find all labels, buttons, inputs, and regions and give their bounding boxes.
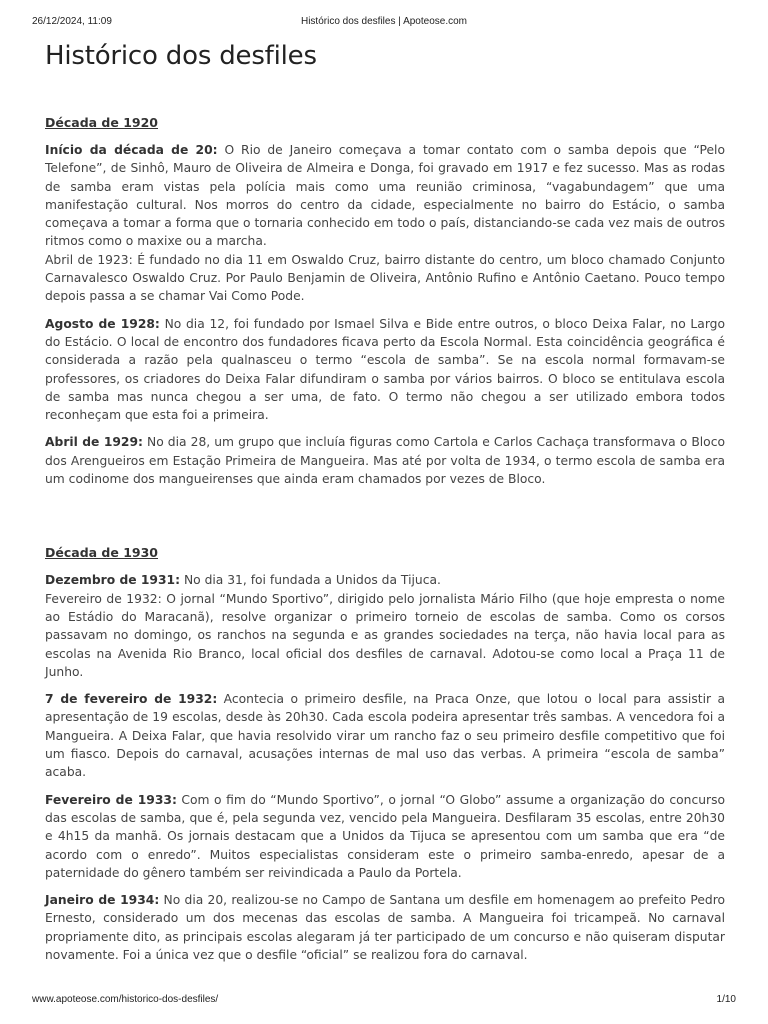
entry-label: Abril de 1929: [45,435,143,450]
entry-text: No dia 12, foi fundado por Ismael Silva e Bide entre outros, o bloco Deixa Falar, no Largo do Estácio. O local de encontro dos fundadores ficava perto da Escola Normal. Esta coincidência geográfica é considerada a razão pela qualnasceu o termo “escola de samba”. Se na escola normal formavam-se professores, os criadores do Deixa Falar difundiram o samba por vários bairros. O bloco se entitulava escola de samba mas nunca chegou a ser uma, de fato. O termo não chegou a ser utilizado embora todos reconheçam que esta foi a primeira. [45,316,725,423]
entry-label: Dezembro de 1931: [45,573,181,588]
entry-label: Início da década de 20: [45,143,218,157]
entry-text: O Rio de Janeiro começava a tomar contato com o samba depois que “Pelo Telefone”, de Sinhô, Mauro de Oliveira de Almeira e Donga, foi gravado em 1917 e fez sucesso. Mas as rodas de samba eram vistas pela polícia mais como uma reunião criminosa, “vagabundagem” que uma manifestação cultural. Nos morros do centro da cidade, especialmente no bairro do Estácio, o samba começava a tomar a forma que o tornaria conhecido em todo o país, distanciando-se cada vez mais de outros ritmos como o maxixe ou a marcha. [45,143,725,249]
decade-heading-1930: Década de 1930 [45,545,159,561]
decade-heading-1920: Década de 1920 [45,115,159,130]
paragraph-1920-intro [45,141,725,251]
paragraph-1931 [45,571,725,589]
print-header [32,16,736,30]
print-footer [32,994,736,1008]
print-date: 26/12/2024, 11:09 [32,16,112,27]
page-title: Histórico dos desfiles [45,41,317,71]
paragraph-1934 [45,891,725,964]
entry-text: No dia 31, foi fundada a Unidos da Tijuca. [180,573,441,588]
entry-text: No dia 20, realizou-se no Campo de Santana um desfile em homenagem ao prefeito Pedro Ernesto, considerado um dos mecenas das escolas de samba. A Mangueira foi tricampeã. No carnaval propriamente dito, as principais escolas alegaram já ter participado de um concurso e não quiseram disputar novamente. Foi a única vez que o desfile “oficial” se realizou fora do carnaval. [45,893,725,962]
article [45,36,725,964]
entry-text: Acontecia o primeiro desfile, na Praca Onze, que lotou o local para assistir a apresentação de 19 escolas, desde às 20h30. Cada escola podeira apresentar três sambas. A vencedora foi a Mangueira. A Deixa Falar, que havia resolvido virar um rancho faz o seu primeiro desfile competitivo que foi um fiasco. Depois do carnaval, acusações internas de mal uso das verbas. A primeira “escola de samba” acaba. [45,692,725,780]
print-page-title: Histórico dos desfiles | Apoteose.com [300,16,467,27]
entry-text: No dia 28, um grupo que incluía figuras como Cartola e Carlos Cachaça transformava o Bloco dos Arengueiros em Estação Primeira de Mangueira. Mas até por volta de 1934, o termo escola de samba era um codinome dos mangueirenses que ainda eram chamados por vezes de Bloco. [45,435,725,487]
entry-text: Com o fim do “Mundo Sportivo”, o jornal “O Globo” assume a organização do concurso das escolas de samba, que é, pela segunda vez, vencido pela Mangueira. Desfilaram 35 escolas, entre 20h30 e 4h15 da manhã. Os jornais destacam que a Unidos da Tijuca se apresentou com um samba que era “de acordo com o enredo”. Muitos especialistas consideram este o primeiro samba-enredo, apesar de a paternidade do gênero também ser reivindicada a Paulo da Portela. [45,792,726,880]
paragraph-1932-feb: Fevereiro de 1932: O jornal “Mundo Sportivo”, dirigido pelo jornalista Mário Filho (que hoje empresta o nome ao Estádio do Maracanã), resolve organizar o primeiro torneio de escolas de samba. Como os corsos passavam no domingo, os ranchos na segunda e as grandes sociedades na terça, não havia local para as escolas na Avenida Rio Branco, local oficial dos desfiles de carnaval. Adotou-se como local a Praça 11 de Junho. [45,591,725,679]
paragraph-1933 [45,791,725,882]
entry-label: 7 de fevereiro de 1932: [45,692,218,707]
entry-label: Fevereiro de 1933: [45,792,177,807]
paragraph-1929 [45,433,725,488]
entry-label: Agosto de 1928: [45,316,160,331]
entry-label: Janeiro de 1934: [45,893,160,908]
page-number: 1/10 [716,994,736,1005]
paragraph-1928 [45,315,725,425]
paragraph-1932-first-parade [45,690,725,781]
paragraph-1923: Abril de 1923: É fundado no dia 11 em Oswaldo Cruz, bairro distante do centro, um bloco chamado Conjunto Carnavalesco Oswaldo Cruz. Por Paulo Benjamin de Oliveira, Antônio Rufino e Antônio Caetano. Pouco tempo depois passa a se chamar Vai Como Pode. [45,252,725,304]
print-url: www.apoteose.com/historico-dos-desfiles/ [32,994,219,1005]
